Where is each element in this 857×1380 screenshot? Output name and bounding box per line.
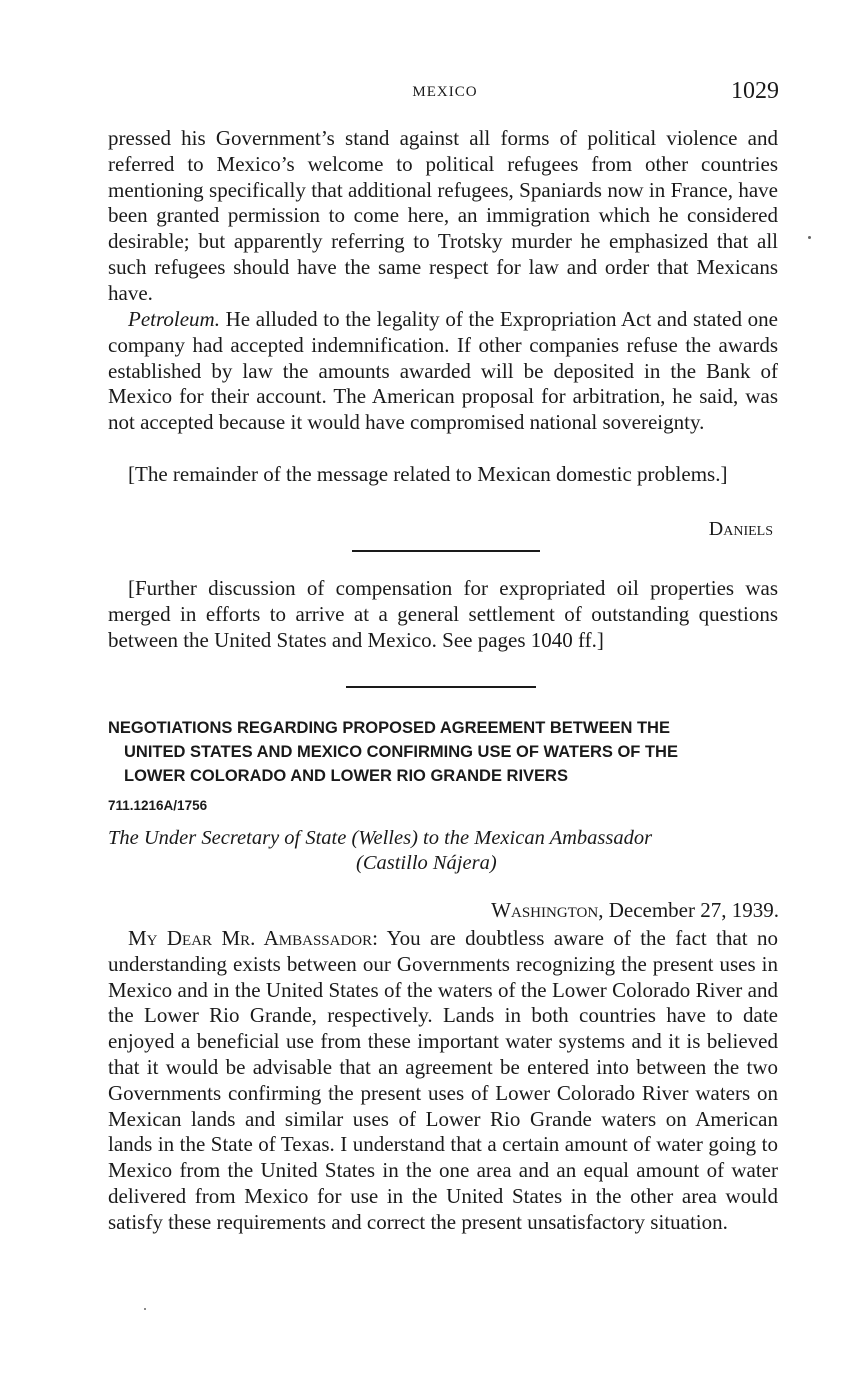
editorial-note: [Further discussion of compensation for expropriated oil properties was merged in efforts to arrive at a general settlement of outstanding questions between the United States and Mexico. See pages 1040 ff.]: [108, 576, 778, 652]
document-title: The Under Secretary of State (Welles) to the Mexican Ambassador: [108, 827, 653, 849]
heading-line: UNITED STATES AND MEXICO CONFIRMING USE OF WATERS OF THE: [124, 743, 678, 761]
heading-line: NEGOTIATIONS REGARDING PROPOSED AGREEMENT BETWEEN THE: [108, 719, 670, 737]
paragraph-continuation: pressed his Government’s stand against all forms of political violence and referred to Mexico’s welcome to political refugees from other countries mentioning specifically that additional refugees, Spaniards now in France, have been granted permission to come here, an immigration which he considered desirable; but apparently referring to Trotsky murder he emphasized that all such refugees should have the same respect for law and order that Mexicans have.: [108, 126, 778, 305]
signature: Daniels: [708, 518, 773, 540]
letter-salutation: My Dear Mr. Ambassador: [128, 926, 373, 950]
letter-text: : You are doubtless aware of the fact that no understanding exists between our Governments recognizing the present uses in Mexico and in the United States of the waters of the Lower Colorado River and the Lower Rio Grande, respectively. Lands in both countries have to date enjoyed a beneficial use from these important water systems and it is believed that it would be advisable that an agreement be entered into between the two Governments confirming the present uses of Lower Colorado River waters on Mexican lands and similar uses of Lower Rio Grande waters on American lands in the State of Texas. I understand that a certain amount of water going to Mexico from the United States in the one area and an equal amount of water delivered from Mexico for use in the United States in the other area would satisfy these requirements and correct the present unsatisfactory situation.: [108, 926, 778, 1234]
heading-line: LOWER COLORADO AND LOWER RIO GRANDE RIVERS: [124, 767, 568, 785]
paragraph-petroleum: [108, 307, 778, 436]
dateline-date: , December 27, 1939.: [598, 898, 779, 922]
section-divider: [352, 550, 540, 552]
editorial-remainder-note: [The remainder of the message related to Mexican domestic problems.]: [128, 462, 728, 486]
dateline: [491, 898, 779, 923]
page-number: 1029: [731, 78, 779, 104]
section-divider: [346, 686, 536, 688]
page-speck: [144, 1308, 146, 1310]
page-speck: [808, 236, 811, 239]
running-header: MEXICO: [412, 84, 478, 100]
letter-body: [108, 926, 778, 1236]
dateline-place: Washington: [491, 898, 599, 922]
paragraph-lead: Petroleum.: [128, 307, 220, 331]
file-code: 711.1216A/1756: [108, 798, 208, 813]
section-heading: [108, 716, 788, 788]
document-title-recipient: (Castillo Nájera): [356, 852, 497, 874]
paragraph-body: He alluded to the legality of the Expropriation Act and stated one company had accepted indemnification. If other companies refuse the awards established by law the amounts awarded will be deposited in the Bank of Mexico for their account. The American proposal for arbitration, he said, was not accepted because it would have compromised national sovereignty.: [108, 307, 778, 435]
